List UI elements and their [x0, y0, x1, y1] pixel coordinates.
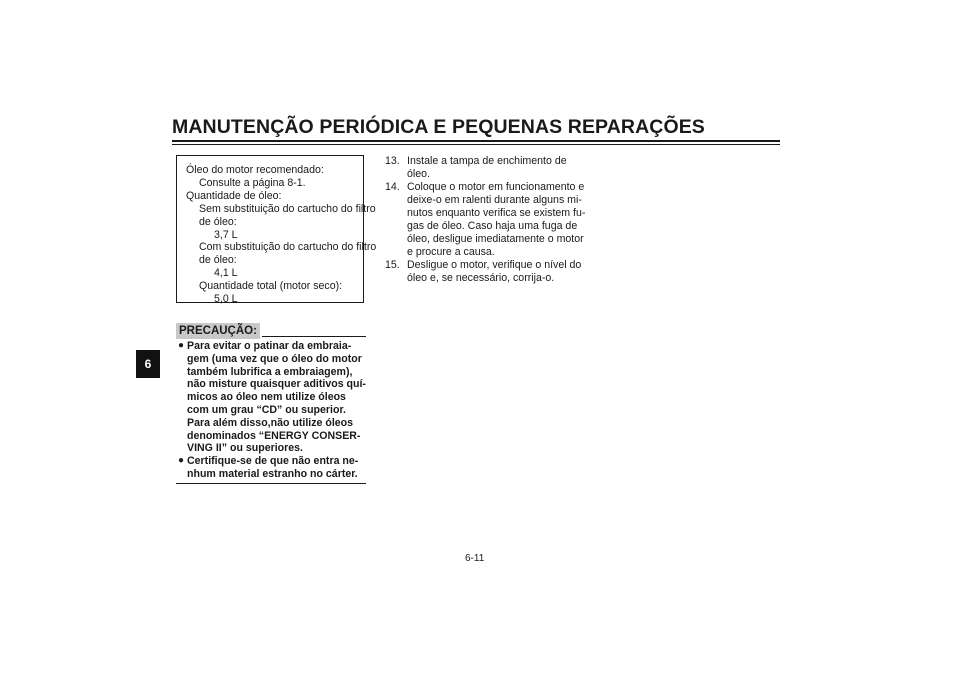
caution-line: também lubrifica a embraiagem), — [187, 365, 353, 378]
oil-box-line: Com substituição do cartucho do filtro — [199, 241, 377, 254]
oil-box-line: Sem substituição do cartucho do filtro — [199, 202, 376, 215]
oil-box-line: Consulte a página 8-1. — [199, 176, 306, 189]
caution-line: micos ao óleo nem utilize óleos — [187, 391, 346, 404]
step-item — [385, 181, 586, 259]
step-line: óleo, desligue imediatamente o motor — [407, 233, 584, 245]
oil-box-line: Quantidade total (motor seco): — [199, 280, 343, 293]
step-line: Instale a tampa de enchimento de — [407, 155, 567, 167]
steps-list — [385, 155, 586, 285]
step-item — [385, 259, 582, 285]
caution-line: não misture quaisquer aditivos quí- — [187, 378, 366, 391]
step-number: 14. — [385, 181, 400, 193]
caution-line: gem (uma vez que o óleo do motor — [187, 352, 362, 365]
step-line: óleo. — [407, 168, 430, 180]
step-line: deixe-o em ralenti durante alguns mi- — [407, 194, 582, 206]
caution-line: Para além disso,não utilize óleos — [187, 416, 354, 429]
step-number: 13. — [385, 155, 400, 167]
page-number: 6-11 — [465, 553, 485, 564]
caution-line: Para evitar o patinar da embraia- — [187, 340, 352, 352]
caution-rule-bottom — [176, 483, 366, 484]
caution-line: denominados “ENERGY CONSER- — [187, 429, 361, 442]
header-rule-thin — [172, 144, 780, 145]
caution-rule-top — [262, 336, 366, 337]
step-line: gas de óleo. Caso haja uma fuga de — [407, 220, 578, 232]
caution-item — [176, 455, 366, 481]
caution-list — [176, 340, 366, 481]
oil-box-line: de óleo: — [199, 215, 237, 228]
caution-line: Certifique-se de que não entra ne- — [187, 455, 359, 468]
step-line: nutos enquanto verifica se existem fu- — [407, 207, 586, 219]
step-line: e procure a causa. — [407, 246, 495, 258]
oil-box-line: de óleo: — [199, 254, 237, 267]
step-item — [385, 155, 575, 181]
page-title: MANUTENÇÃO PERIÓDICA E PEQUENAS REPARAÇÕES — [172, 116, 705, 138]
step-line: óleo e, se necessário, corrija-o. — [407, 272, 555, 284]
oil-box-line: Quantidade de óleo: — [186, 189, 282, 202]
step-line: Desligue o motor, verifique o nível do — [407, 259, 582, 271]
caution-line: com um grau “CD” ou superior. — [187, 403, 346, 416]
bullet-icon: ● — [178, 455, 185, 467]
chapter-tab: 6 — [136, 350, 160, 378]
oil-box-line: 5,0 L — [214, 293, 238, 306]
step-line: Coloque o motor em funcionamento e — [407, 181, 585, 193]
caution-label: PRECAUÇÃO: — [176, 323, 260, 339]
header-rule — [172, 140, 780, 142]
oil-box-line: 4,1 L — [214, 267, 238, 280]
oil-spec-box — [176, 155, 377, 306]
step-number: 15. — [385, 259, 400, 271]
oil-box-line: Óleo do motor recomendado: — [186, 164, 324, 176]
caution-line: nhum material estranho no cárter. — [187, 467, 358, 480]
caution-item — [176, 340, 366, 455]
bullet-icon: ● — [178, 340, 185, 351]
caution-line: VING II” ou superiores. — [187, 442, 303, 455]
oil-box-line: 3,7 L — [214, 228, 238, 241]
